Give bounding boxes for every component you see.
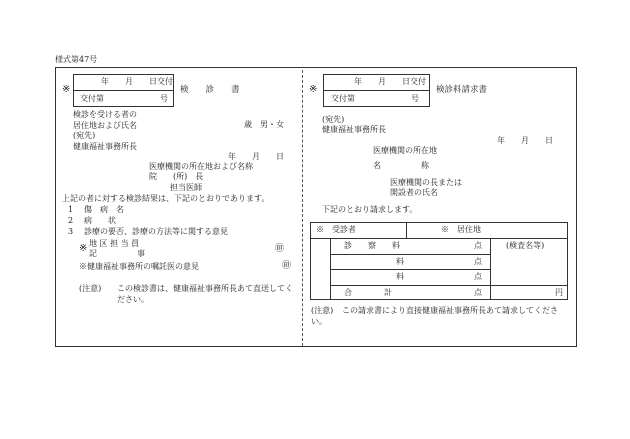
fee-claim-title: 検診料請求書 bbox=[436, 85, 488, 95]
item-condition: 病 状 bbox=[84, 216, 116, 225]
item-number-3: 3 bbox=[68, 227, 74, 236]
item-diagnosis: 傷 病 名 bbox=[84, 205, 124, 214]
exam-note-label: (注意) bbox=[79, 284, 102, 293]
fee-row-label: 料 bbox=[396, 272, 404, 281]
issue-date-line: 年 月 日交付 bbox=[101, 77, 173, 86]
claim-date: 年 月 日 bbox=[497, 136, 553, 145]
exam-fee-label: 診 察 料 bbox=[344, 241, 400, 250]
issue-number-line: 交付第 号 bbox=[331, 94, 419, 103]
table-divider bbox=[406, 222, 407, 238]
claim-statement: 下記のとおり請求します。 bbox=[322, 205, 418, 214]
seal-icon: ㊞ bbox=[275, 244, 285, 254]
form-number: 様式第47号 bbox=[55, 55, 98, 64]
table-divider bbox=[310, 238, 568, 239]
opinion-mark: ※ bbox=[79, 243, 88, 254]
exam-statement: 上記の者に対する検診結果は、下記のとおりであります。 bbox=[62, 194, 270, 203]
seal-icon: ㊞ bbox=[282, 261, 292, 271]
subject-label-2: 居住地および氏名 bbox=[73, 121, 137, 130]
fold-line bbox=[302, 70, 303, 346]
claim-note-label: (注意) bbox=[311, 306, 334, 315]
official-use-mark: ※ bbox=[309, 84, 318, 95]
addressee: (宛先) bbox=[73, 131, 96, 140]
age-sex: 歳 男・女 bbox=[244, 120, 284, 129]
item-number-2: 2 bbox=[68, 216, 74, 225]
point-unit: 点 bbox=[474, 288, 482, 297]
claim-note-line-2: い。 bbox=[311, 317, 327, 326]
claim-note-line-1: この請求書により直接健康福祉事務所長あて請求してくださ bbox=[342, 306, 558, 315]
issue-box-divider bbox=[73, 90, 174, 91]
issue-number-line: 交付第 号 bbox=[80, 94, 168, 103]
form-frame bbox=[55, 67, 577, 347]
district-officer-notes: 記 事 bbox=[89, 249, 145, 258]
table-divider bbox=[330, 285, 568, 286]
institution-head-2: 開設者の氏名 bbox=[390, 188, 438, 197]
institution-head: 院 (所) 長 bbox=[149, 172, 204, 181]
institution-head-1: 医療機関の長または bbox=[390, 178, 462, 187]
item-treatment-opinion: 診療の要否、診療の方法等に関する意見 bbox=[84, 227, 228, 236]
official-use-mark: ※ bbox=[62, 84, 71, 95]
issue-date-line: 年 月 日交付 bbox=[354, 77, 426, 86]
district-officer: 地 区 担 当 員 bbox=[89, 239, 140, 248]
yen-unit: 円 bbox=[555, 288, 563, 297]
exam-form-title: 検 診 書 bbox=[180, 85, 240, 95]
table-divider bbox=[330, 238, 331, 300]
point-unit: 点 bbox=[474, 257, 482, 266]
item-number-1: 1 bbox=[68, 205, 74, 214]
addressee-name: 健康福祉事務所長 bbox=[322, 125, 386, 134]
doctor-in-charge: 担当医師 bbox=[170, 183, 202, 192]
exam-note-line-1: この検診書は、健康福祉事務所長あて直送してく bbox=[117, 284, 293, 293]
table-divider bbox=[490, 238, 491, 300]
table-divider bbox=[330, 254, 490, 255]
issue-box-divider bbox=[323, 90, 430, 91]
addressee-name: 健康福祉事務所長 bbox=[73, 142, 137, 151]
exam-note-line-2: ださい。 bbox=[117, 295, 149, 304]
institution-address-name: 医療機関の所在地および名称 bbox=[149, 162, 253, 171]
point-unit: 点 bbox=[474, 241, 482, 250]
residence-label: ※ 居住地 bbox=[441, 225, 481, 234]
institution-address: 医療機関の所在地 bbox=[373, 146, 437, 155]
recipient-label: ※ 受診者 bbox=[316, 225, 356, 234]
subject-label-1: 検診を受ける者の bbox=[73, 110, 137, 119]
examination-name: (検査名等) bbox=[506, 241, 545, 250]
commissioned-doctor-opinion: ※健康福祉事務所の嘱託医の意見 bbox=[79, 262, 199, 271]
institution-name: 名 称 bbox=[373, 161, 429, 170]
issue-date: 年 月 日 bbox=[228, 152, 284, 161]
total-label: 合 計 bbox=[344, 288, 392, 297]
table-divider bbox=[330, 269, 490, 270]
fee-row-label: 料 bbox=[396, 257, 404, 266]
point-unit: 点 bbox=[474, 272, 482, 281]
addressee: (宛先) bbox=[322, 115, 345, 124]
